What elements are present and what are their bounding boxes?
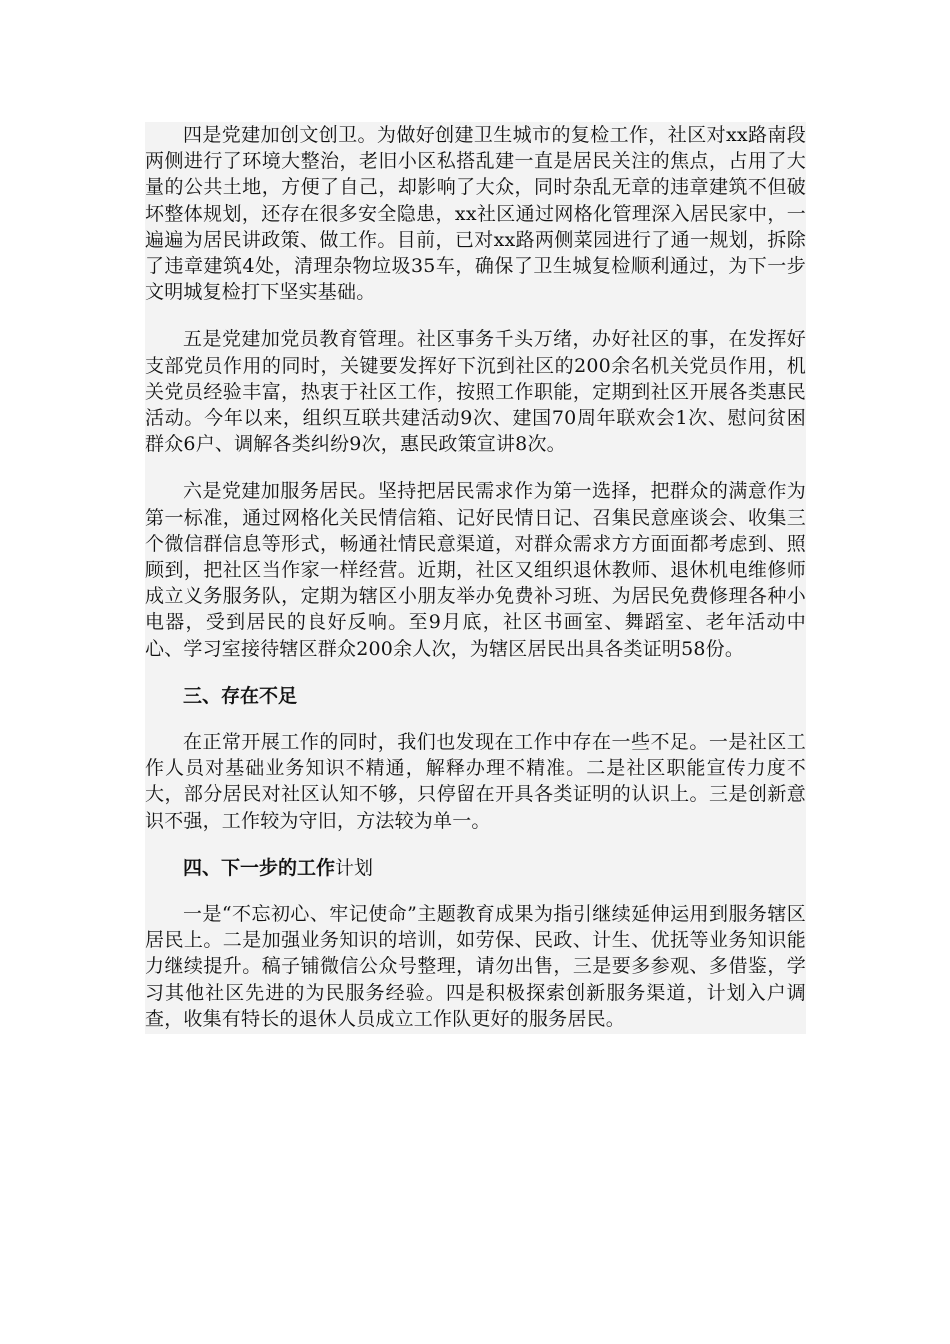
paragraph-shortcomings: 在正常开展工作的同时，我们也发现在工作中存在一些不足。一是社区工作人员对基础业务知识不精通，解释办理不精准。二是社区职能宣传力度不大，部分居民对社区认知不够，只停留在开具各类证明的认识上。三是创新意识不强，工作较为守旧，方法较为单一。 — [145, 731, 806, 832]
section-heading-next-steps — [145, 855, 806, 881]
section-heading-shortcomings: 三、存在不足 — [183, 684, 298, 707]
paragraph-next-steps: 一是“不忘初心、牢记使命”主题教育成果为指引继续延伸运用到服务辖区居民上。二是加强业务知识的培训，如劳保、民政、计生、优抚等业务知识能力继续提升。稿子铺微信公众号整理，请勿出售，三是要多参观、多借鉴，学习其他社区先进的为民服务经验。四是积极探索创新服务渠道，计划入户调查，收集有特长的退休人员成立工作队更好的服务居民。 — [145, 903, 806, 1030]
paragraph-party-member-education: 五是党建加党员教育管理。社区事务千头万绪，办好社区的事，在发挥好支部党员作用的同时，关键要发挥好下沉到社区的200余名机关党员作用，机关党员经验丰富，热衷于社区工作，按照工作职能，定期到社区开展各类惠民活动。今年以来，组织互联共建活动9次、建国70周年联欢会1次、慰问贫困群众6户、调解各类纠纷9次，惠民政策宣讲8次。 — [145, 328, 806, 456]
document-body — [145, 122, 806, 1034]
paragraph-serving-residents: 六是党建加服务居民。坚持把居民需求作为第一选择，把群众的满意作为第一标准，通过网格化关民情信箱、记好民情日记、召集民意座谈会、收集三个微信群信息等形式，畅通社情民意渠道，对群众需求方方面面都考虑到、照顾到，把社区当作家一样经营。近期，社区又组织退休教师、退休机电维修师成立义务服务队，定期为辖区小朋友举办免费补习班、为居民免费修理各种小电器，受到居民的良好反响。至9月底，社区书画室、舞蹈室、老年活动中心、学习室接待辖区群众200余人次，为辖区居民出具各类证明58份。 — [145, 480, 806, 660]
heading-bold-part: 四、下一步的工作 — [183, 856, 336, 879]
heading-tail-part: 计划 — [335, 856, 374, 879]
paragraph-party-building-sanitation: 四是党建加创文创卫。为做好创建卫生城市的复检工作，社区对xx路南段两侧进行了环境大整治，老旧小区私搭乱建一直是居民关注的焦点，占用了大量的公共土地，方便了自己，却影响了大众，同时杂乱无章的违章建筑不但破坏整体规划，还存在很多安全隐患，xx社区通过网格化管理深入居民家中，一遍遍为居民讲政策、做工作。目前，已对xx路两侧菜园进行了通一规划，拆除了违章建筑4处，清理杂物垃圾35车，确保了卫生城复检顺利通过，为下一步文明城复检打下坚实基础。 — [145, 124, 806, 304]
